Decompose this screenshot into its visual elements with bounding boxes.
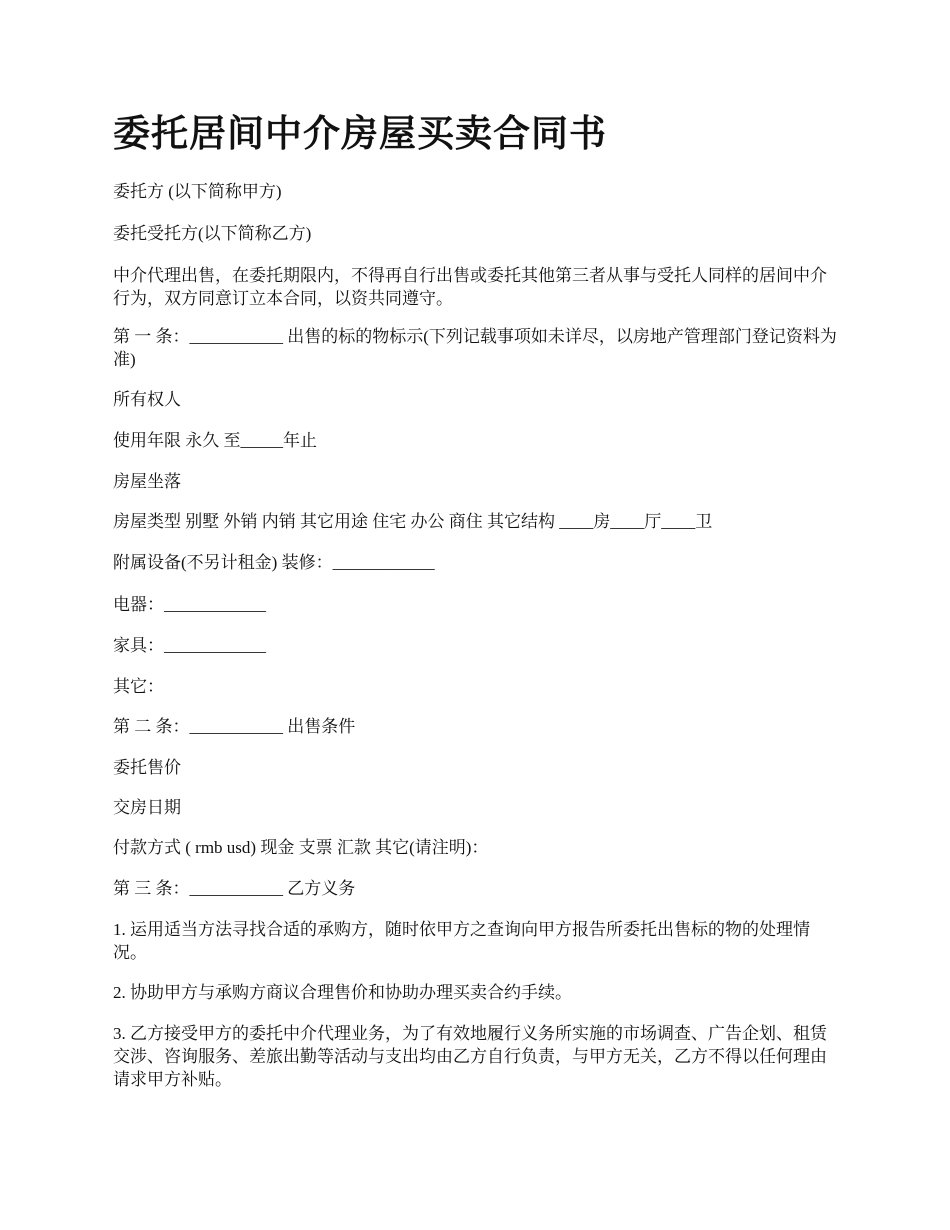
paragraph-intro: 中介代理出售，在委托期限内，不得再自行出售或委托其他第三者从事与受托人同样的居间中介行为，双方同意订立本合同，以资共同遵守。 [113,266,827,308]
document-title: 委托居间中介房屋买卖合同书 [113,114,607,155]
paragraph-owner: 所有权人 [113,390,181,409]
paragraph-delivery-date: 交房日期 [113,798,181,817]
paragraph-client: 委托方 (以下简称甲方) [113,182,282,201]
paragraph-duty-2: 2. 协助甲方与承购方商议合理售价和协助办理买卖合约手续。 [113,983,572,1002]
paragraph-duty-3: 3. 乙方接受甲方的委托中介代理业务，为了有效地履行义务所实施的市场调查、广告企划、租赁交涉、咨询服务、差旅出勤等活动与支出均由乙方自行负责，与甲方无关，乙方不得以任何理由请求甲方补贴。 [113,1024,827,1089]
paragraph-appliances: 电器：____________ [113,595,266,614]
paragraph-equipment: 附属设备(不另计租金) 装修：____________ [113,553,435,572]
paragraph-article-1: 第 一 条：___________ 出售的标的物标示(下列记载事项如未详尽，以房地产管理部门登记资料为准) [113,327,837,369]
paragraph-article-3: 第 三 条：___________ 乙方义务 [113,879,356,898]
paragraph-house-type: 房屋类型 别墅 外销 内销 其它用途 住宅 办公 商住 其它结构 ____房____厅____卫 [113,512,713,531]
paragraph-payment: 付款方式 ( rmb usd) 现金 支票 汇款 其它(请注明)： [113,838,489,857]
paragraph-term: 使用年限 永久 至_____年止 [113,431,317,450]
paragraph-location: 房屋坐落 [113,472,181,491]
paragraph-agent: 委托受托方(以下简称乙方) [113,224,312,243]
paragraph-furniture: 家具：____________ [113,636,266,655]
paragraph-duty-1: 1. 运用适当方法寻找合适的承购方，随时依甲方之查询向甲方报告所委托出售标的物的处理情况。 [113,920,810,962]
paragraph-article-2: 第 二 条：___________ 出售条件 [113,717,356,736]
paragraph-price: 委托售价 [113,758,181,777]
paragraph-other: 其它： [113,677,164,696]
